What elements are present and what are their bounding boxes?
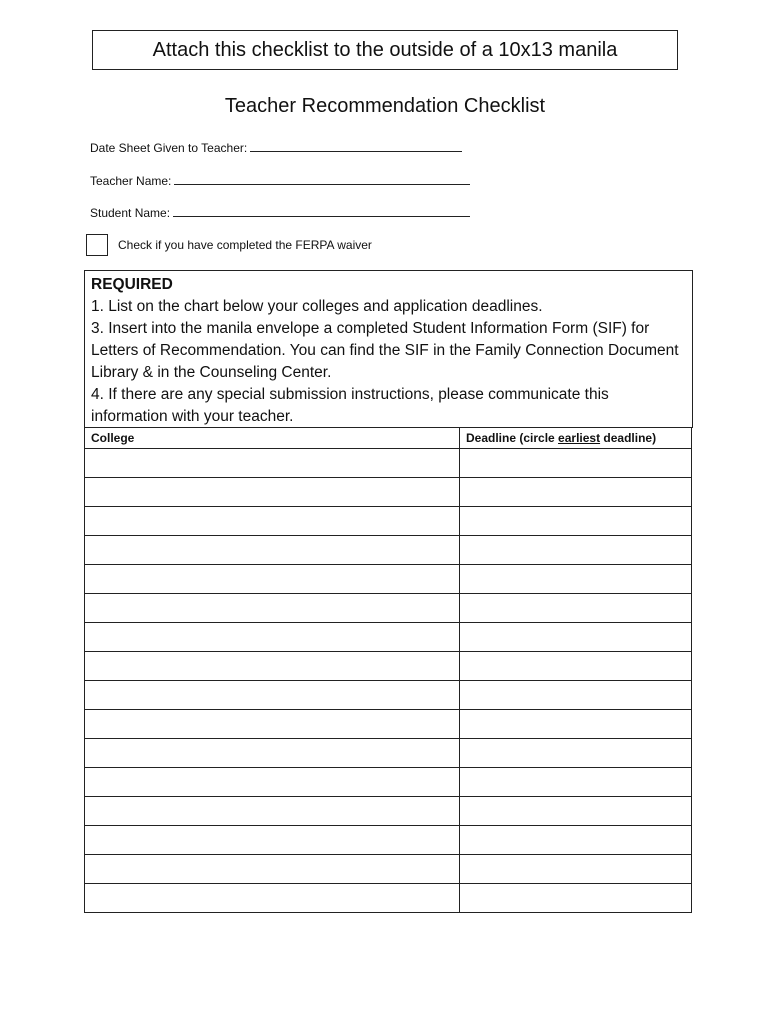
date-given-blank[interactable] <box>250 141 462 152</box>
college-column-header: College <box>85 428 460 449</box>
college-cell[interactable] <box>85 652 460 681</box>
table-row <box>85 739 692 768</box>
deadline-cell[interactable] <box>460 565 692 594</box>
college-cell[interactable] <box>85 681 460 710</box>
student-name-label: Student Name: <box>90 206 171 220</box>
deadline-cell[interactable] <box>460 507 692 536</box>
college-cell[interactable] <box>85 507 460 536</box>
deadline-cell[interactable] <box>460 478 692 507</box>
deadline-cell[interactable] <box>460 681 692 710</box>
deadline-cell[interactable] <box>460 710 692 739</box>
table-row <box>85 478 692 507</box>
date-given-label: Date Sheet Given to Teacher: <box>90 141 248 155</box>
college-cell[interactable] <box>85 884 460 913</box>
college-cell[interactable] <box>85 594 460 623</box>
deadline-cell[interactable] <box>460 594 692 623</box>
teacher-name-label: Teacher Name: <box>90 174 172 188</box>
deadline-header-suffix: deadline) <box>600 431 657 445</box>
college-cell[interactable] <box>85 449 460 478</box>
deadline-cell[interactable] <box>460 855 692 884</box>
student-name-blank[interactable] <box>173 206 470 217</box>
table-header-row <box>85 428 692 449</box>
deadline-cell[interactable] <box>460 652 692 681</box>
deadline-column-header <box>460 428 692 449</box>
deadline-header-prefix: Deadline (circle <box>466 431 559 445</box>
college-cell[interactable] <box>85 710 460 739</box>
deadline-header-emphasis: earliest <box>558 431 601 445</box>
required-instructions <box>84 270 693 428</box>
table-row <box>85 623 692 652</box>
required-heading: REQUIRED <box>91 276 173 293</box>
table-row <box>85 797 692 826</box>
deadline-cell[interactable] <box>460 797 692 826</box>
ferpa-checkbox[interactable] <box>86 234 108 256</box>
page-title: Teacher Recommendation Checklist <box>224 95 546 117</box>
deadline-cell[interactable] <box>460 449 692 478</box>
table-row <box>85 536 692 565</box>
ferpa-row <box>86 234 372 256</box>
deadline-cell[interactable] <box>460 768 692 797</box>
college-cell[interactable] <box>85 768 460 797</box>
table-row <box>85 565 692 594</box>
college-cell[interactable] <box>85 739 460 768</box>
colleges-table <box>84 427 692 913</box>
manila-instruction-banner <box>92 30 678 70</box>
college-cell[interactable] <box>85 855 460 884</box>
college-cell[interactable] <box>85 478 460 507</box>
deadline-cell[interactable] <box>460 536 692 565</box>
table-row <box>85 855 692 884</box>
ferpa-label: Check if you have completed the FERPA waiver <box>118 238 372 252</box>
table-row <box>85 884 692 913</box>
deadline-cell[interactable] <box>460 884 692 913</box>
table-row <box>85 768 692 797</box>
banner-text: Attach this checklist to the outside of a 10x13 manila <box>152 38 618 61</box>
deadline-cell[interactable] <box>460 739 692 768</box>
college-cell[interactable] <box>85 623 460 652</box>
teacher-name-field[interactable] <box>90 174 470 188</box>
table-row <box>85 826 692 855</box>
date-given-field[interactable] <box>90 141 462 155</box>
table-row <box>85 710 692 739</box>
college-cell[interactable] <box>85 565 460 594</box>
table-row <box>85 594 692 623</box>
teacher-name-blank[interactable] <box>174 174 470 185</box>
required-item: 1. List on the chart below your colleges and application deadlines. <box>91 298 543 315</box>
required-item: 3. Insert into the manila envelope a completed Student Information Form (SIF) for Letters of Recommendation. You can find the SIF in the Family Connection Document Library & in the Counseling Center. <box>91 320 679 381</box>
required-item: 4. If there are any special submission instructions, please communicate this information with your teacher. <box>91 386 609 425</box>
college-cell[interactable] <box>85 536 460 565</box>
student-name-field[interactable] <box>90 206 470 220</box>
deadline-cell[interactable] <box>460 623 692 652</box>
table-row <box>85 652 692 681</box>
college-cell[interactable] <box>85 826 460 855</box>
college-cell[interactable] <box>85 797 460 826</box>
table-row <box>85 449 692 478</box>
table-row <box>85 507 692 536</box>
deadline-cell[interactable] <box>460 826 692 855</box>
college-rows <box>85 449 692 913</box>
table-row <box>85 681 692 710</box>
